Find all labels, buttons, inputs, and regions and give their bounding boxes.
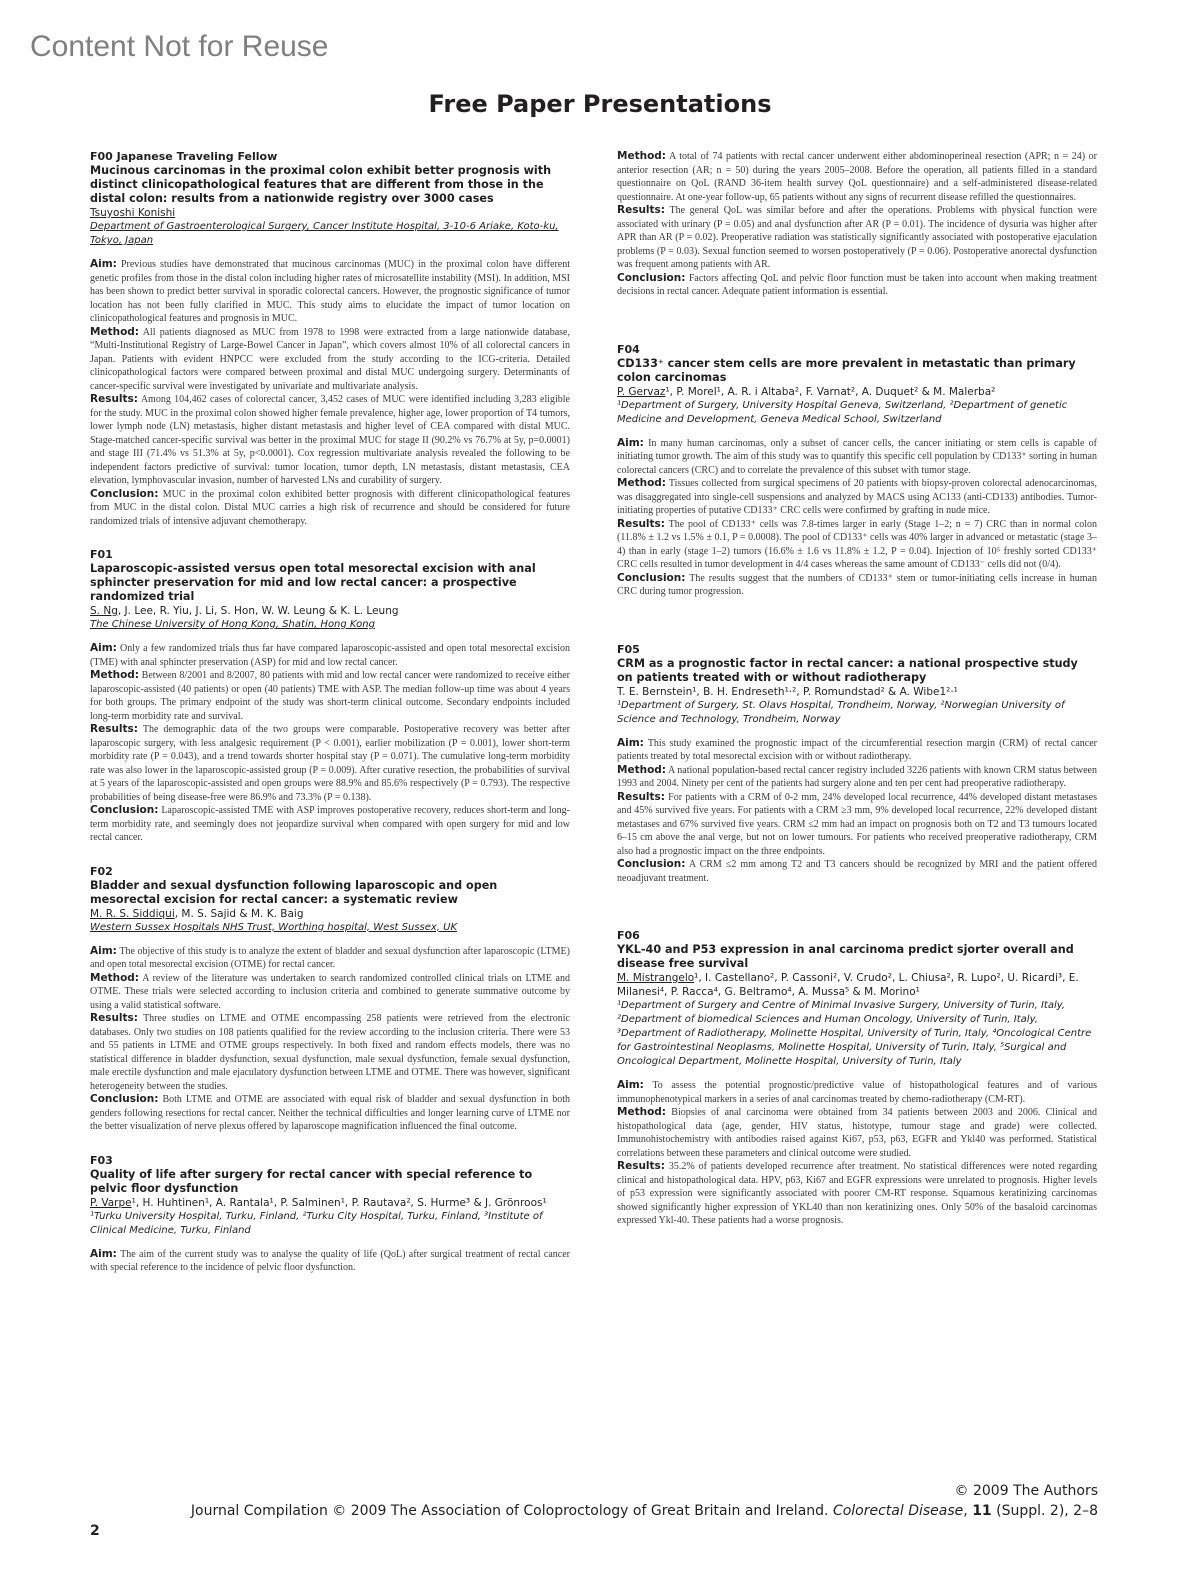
aim-paragraph (90, 642, 570, 669)
journal-suffix: (Suppl. 2), 2–8 (991, 1503, 1098, 1519)
conclusion-label: Conclusion: (617, 271, 686, 284)
affiliation-text: ¹Department of Surgery and Centre of Minimal Invasive Surgery, University of Turin, Italy, ²Department of biomedical Sciences and Human Oncology, University of Turin, Italy, ³Department of Radiotherapy, Molinette Hospital, University of Turin, Italy, ⁴Oncological Centre for Gastrointestinal Neoplasms, Molinette Hospital, University of Turin, Italy, ⁵Surgical and Oncological Department, Molinette Hospital, University of Turin, Italy (617, 1000, 1092, 1067)
affiliation-text: Western Sussex Hospitals NHS Trust, Worthing hospital, West Sussex, UK (90, 921, 458, 933)
results-paragraph (90, 723, 570, 804)
method-text: A national population-based rectal cancer registry included 3226 patients with known CRM status between 1993 and 2004. Ninety per cent of the patients had surgery alone and ten per cent had preoperative radiotherapy. (617, 764, 1097, 789)
abstract-f03-continued (617, 150, 1097, 299)
aim-text: The aim of the current study was to analyse the quality of life (QoL) after surgical treatment of rectal cancer with special reference to the incidence of pelvic floor dysfunction. (90, 1248, 570, 1273)
abstract-f06 (617, 929, 1097, 1228)
results-label: Results: (617, 790, 665, 803)
page-number: 2 (90, 1523, 100, 1539)
abstract-title: Laparoscopic-assisted versus open total mesorectal excision with anal sphincter preservation for mid and low rectal cancer: a prospective randomized trial (90, 562, 536, 603)
copyright-line: © 2009 The Authors (954, 1483, 1098, 1499)
method-label: Method: (90, 669, 139, 681)
method-paragraph (90, 326, 570, 394)
method-label: Method: (90, 971, 139, 984)
method-label: Method: (617, 763, 666, 776)
results-paragraph (617, 204, 1097, 272)
results-paragraph (617, 791, 1097, 859)
co-authors: ¹, H. Huhtinen¹, A. Rantala¹, P. Salminen¹, P. Rautava², S. Hurme³ & J. Grönroos¹ (131, 1196, 547, 1209)
abstract-f01 (90, 548, 570, 845)
abstract-id: F00 Japanese Traveling Fellow (90, 150, 278, 163)
results-label: Results: (617, 1160, 665, 1172)
abstract-id: F02 (90, 864, 113, 878)
affiliation-text: Department of Gastroenterological Surgery, Cancer Institute Hospital, 3-10-6 Ariake, Koto-ku, Tokyo, Japan (90, 221, 559, 246)
journal-citation: Journal Compilation © 2009 The Association of Coloproctology of Great Britain and Ireland. Colorectal Disease, 11 (Suppl. 2), 2–8 (190, 1503, 1098, 1519)
presenting-author: P. Gervaz (617, 385, 666, 398)
method-text: All patients diagnosed as MUC from 1978 to 1998 were extracted from a large nationwide database, “Multi-Institutional Registry of Large-Bowel Cancer in Japan”, which covers almost 10% of all colorectal cancers in Japan. Patients with evident HNPCC were excluded from the study according to the ICG-criteria. Detailed clinicopathological factors were compared between proximal and distal MUC undergoing surgery. Determinants of cancer-specific survival were investigated by univariate and multivariate analysis. (90, 326, 570, 392)
method-text: Between 8/2001 and 8/2007, 80 patients with mid and low rectal cancer were randomized to receive either laparoscopic-assisted (40 patients) or open (40 patients) TME with ASP. The median follow-up time was about 4 years for both groups. The primary endpoint of the study was short-term clinical outcome. Secondary endpoints included long-term morbidity rate and survival. (90, 670, 570, 722)
abstract-title: Quality of life after surgery for rectal cancer with special reference to pelvic floor dysfunction (90, 1167, 533, 1195)
co-authors: ¹, P. Morel¹, A. R. i Altaba², F. Varnat², A. Duquet² & M. Malerba² (665, 385, 996, 398)
conclusion-label: Conclusion: (617, 571, 686, 584)
results-text: For patients with a CRM of 0-2 mm, 24% developed local recurrence, 44% developed distant metastases and 45% survived five years. For patients with a CRM ≥3 mm, 9% developed local recurrence, 22% developed distant metastases and 67% survived five years. CRM ≤2 mm had an impact on prognosis both on T2 and T3 tumours located 6–15 cm above the anal verge, but not on lower tumours. For patients who received preoperative radiotherapy, CRM also had a prognostic impact on the three endpoints. (617, 791, 1097, 857)
method-paragraph (617, 764, 1097, 791)
method-label: Method: (617, 1106, 666, 1118)
right-column (617, 150, 1097, 1248)
conclusion-text: Factors affecting QoL and pelvic floor function must be taken into account when making treatment decisions in rectal cancer. Adequate patient information is essential. (617, 272, 1097, 297)
abstract-f05 (617, 643, 1097, 886)
abstract-affiliation (617, 399, 1097, 427)
affiliation-text: The Chinese University of Hong Kong, Shatin, Hong Kong (90, 619, 375, 630)
conclusion-paragraph (617, 272, 1097, 299)
results-paragraph (617, 1160, 1097, 1228)
conclusion-paragraph (617, 572, 1097, 599)
method-label: Method: (90, 325, 139, 338)
results-label: Results: (90, 1012, 138, 1024)
journal-volume: 11 (972, 1503, 992, 1519)
aim-text: The objective of this study is to analyze the extent of bladder and sexual dysfunction after laparoscopic (LTME) and open total mesorectal excision (OTME) for rectal cancer. (90, 945, 570, 970)
method-paragraph (90, 669, 570, 723)
presenting-author: S. Ng (90, 605, 118, 617)
abstract-id: F01 (90, 548, 113, 561)
abstract-authors (617, 385, 1097, 399)
abstract-f03 (90, 1154, 570, 1275)
presenting-author: Tsuyoshi Konishi (90, 207, 176, 219)
affiliation-text: ¹Turku University Hospital, Turku, Finland, ²Turku City Hospital, Turku, Finland, ³Institute of Clinical Medicine, Turku, Finland (90, 1210, 543, 1236)
co-authors: ¹, I. Castellano², P. Cassoni², V. Crudo², L. Chiusa², R. Lupo², U. Ricardi³, E. Milanesi⁴, P. Racca⁴, G. Beltramo⁴, A. Mussa⁵ & M. Morino¹ (617, 972, 1079, 998)
aim-label: Aim: (90, 944, 117, 957)
results-label: Results: (90, 393, 138, 405)
co-authors: , J. Lee, R. Yiu, J. Li, S. Hon, W. W. Leung & K. L. Leung (117, 605, 399, 617)
aim-text: In many human carcinomas, only a subset of cancer cells, the cancer initiating or stem cells is capable of initiating tumor growth. The aim of this study was to quantify this specific cell population by CD133⁺ sorting in human colorectal cancers (CRC) and to correlate the prevalence of this subset with tumor stage. (617, 437, 1097, 476)
results-text: The pool of CD133⁺ cells was 7.8-times larger in early (Stage 1–2; n = 7) CRC than in normal colon (11.8% ± 1.2 vs 1.5% ± 0.1, P = 0.0008). The pool of CD133⁺ cells was 40% larger in advanced or metastatic (stage 3–4) than in early (stage 1–2) tumors (16.6% ± 1.6 vs 11.8% ± 1.2, P = 0.04). Injection of 10⁵ freshly sorted CD133⁺ CRC cells resulted in tumor development in 4/4 cases whereas the same amount of CD133⁻ cells did not (0/4). (617, 518, 1098, 570)
aim-label: Aim: (617, 436, 644, 449)
method-label: Method: (617, 477, 666, 489)
presenting-author: M. R. S. Siddiqui (90, 907, 175, 920)
method-text: Biopsies of anal carcinoma were obtained from 34 patients between 2003 and 2006. Clinical and histopathological data (age, gender, HIV status, histotype, tumour stage and grade) were collected. Immunohistochemistry with antibodies raised against Ki67, p53, p63, EGFR and Ykl40 was performed. Statistical correlations between these parameters and clinical outcome were studied. (617, 1107, 1097, 1159)
aim-text: To assess the potential prognostic/predictive value of histopathological features and of various immunophenotypical markers in a series of anal carcinomas treated by chemo-radiotherapy (CM-RT). (617, 1080, 1097, 1105)
abstract-title: Bladder and sexual dysfunction following laparoscopic and open mesorectal excision for rectal cancer: a systematic review (90, 878, 498, 906)
abstract-authors (90, 907, 570, 921)
aim-label: Aim: (90, 642, 117, 654)
aim-paragraph (617, 1079, 1097, 1106)
abstract-id: F03 (90, 1153, 113, 1167)
results-text: 35.2% of patients developed recurrence after treatment. No statistical differences were noted regarding clinical and histopathological data. HPV, p63, Ki67 and EGFR expressions were unrelated to prognosis. Higher levels of p53 expression were significantly associated with poorer CM-RT response. Squamous keratinizing carcinomas showed significantly higher expression of YKL40 than non keratinizing ones. Only 50% of the basaloid carcinomas expressed Ykl-40. These patients had a worse prognosis. (617, 1161, 1097, 1226)
abstract-id: F04 (617, 342, 640, 356)
aim-text: This study examined the prognostic impact of the circumferential resection margin (CRM) of rectal cancer patients treated by total mesorectal excision with or without radiotherapy. (617, 737, 1097, 762)
conclusion-paragraph (90, 488, 570, 529)
abstract-id: F05 (617, 642, 640, 656)
method-paragraph (617, 477, 1097, 518)
abstract-affiliation (90, 220, 570, 248)
method-text: Tissues collected from surgical specimens of 20 patients with biopsy-proven colorectal adenocarcinomas, was disaggregated into single-cell suspensions and analyzed by MACS using AC133 (anti-CD133) antibodies. Tumor-initiating properties of putative CD133⁺ CRC cells were confirmed by grafting in nude mice. (617, 478, 1097, 516)
results-label: Results: (90, 723, 138, 735)
aim-label: Aim: (90, 258, 117, 270)
abstract-authors (90, 206, 570, 220)
method-paragraph (90, 972, 570, 1013)
abstract-authors: T. E. Bernstein¹, B. H. Endreseth¹·², P. Romundstad² & A. Wibe1²·¹ (617, 685, 958, 698)
conclusion-paragraph (90, 804, 570, 845)
method-text: A total of 74 patients with rectal cancer underwent either abdominoperineal resection (APR; n = 24) or anterior resection (AR; n = 50) during the years 2005–2008. Before the operation, all patients filled in a standard questionnaire on QoL (RAND 36-item health survey QoL questionnaire) and a self-administered disease-related questionnaire. At one-year follow-up, 65 patients without any signs of recurrent disease refilled the questionnaires. (617, 151, 1097, 203)
journal-footer (191, 1481, 1098, 1521)
method-paragraph (617, 150, 1097, 204)
abstract-affiliation (617, 699, 1097, 727)
results-text: The demographic data of the two groups were comparable. Postoperative recovery was better after laparoscopic surgery, with less analgesic requirement (P < 0.001), earlier mobilization (P = 0.001), lower short-term morbidity rate (P = 0.043), and a trend towards shorter hospital stay (P = 0.071). The cumulative long-term morbidity rate was also lower in the laparoscopic-assisted group (P = 0.009). After curative resection, the probabilities of survival at 5 years of the laparoscopic-assisted and open groups were 88.9% and 85.6% respectively (P = 0.793). The respective probabilities of being disease-free were 86.9% and 73.3% (P = 0.138). (90, 724, 570, 803)
conclusion-label: Conclusion: (617, 858, 686, 870)
method-label: Method: (617, 150, 666, 162)
watermark: Content Not for Reuse (30, 30, 329, 63)
results-text: Three studies on LTME and OTME encompassing 258 patients were retrieved from the electronic databases. Only two studies on 108 patients qualified for the review according to the inclusion criteria. There were 53 and 55 patients in LTME and OTME groups respectively. In both fixed and random effects models, there was no statistical difference in bladder dysfunction, sexual dysfunction, male sexual dysfunction, female sexual dysfunction, male erectile dysfunction and male ejaculatory dysfunction between LTME and OTME. There was however, significant heterogeneity between the studies. (90, 1013, 570, 1092)
abstract-id: F06 (617, 929, 640, 942)
results-text: Among 104,462 cases of colorectal cancer, 3,452 cases of MUC were identified including 3,283 eligible for the study. MUC in the proximal colon showed higher female prevalence, higher age, lower proportion of T4 tumors, lower lymph node (LN) metastasis, higher distant metastasis and higher level of CEA compared with distal MUC. Stage-matched cancer-specific survival was better in the proximal MUC for stage II (90.2% vs 76.7% at 5y, p=0.0001) and stage III (71.4% vs 51.3% at 5y, p<0.0001). Cox regression multivariate analysis revealed the following to be independent factors predictive of survival: tumor location, tumor depth, LN metastasis, distant metastasis, CEA elevation, lymphovascular invasion, number of harvested LNs and curability of surgery. (90, 394, 570, 486)
conclusion-label: Conclusion: (90, 487, 159, 500)
results-label: Results: (617, 517, 665, 530)
conclusion-paragraph (90, 1093, 570, 1134)
aim-label: Aim: (90, 1247, 117, 1260)
conclusion-paragraph (617, 858, 1097, 885)
conclusion-label: Conclusion: (90, 1093, 159, 1105)
conclusion-text: MUC in the proximal colon exhibited better prognosis with different clinicopathological features from MUC in the distal colon. Distal MUC carries a high risk of recurrence and should be considered for future randomized trials of intensive adjuvant chemotherapy. (90, 488, 570, 527)
abstract-authors (90, 1196, 570, 1210)
presenting-author: P. Varpe (90, 1196, 132, 1209)
left-column (90, 150, 570, 1295)
abstract-title: Mucinous carcinomas in the proximal colon exhibit better prognosis with distinct clinicopathological features that are different from those in the distal colon: results from a nationwide registry over 3000 cases (90, 164, 552, 205)
aim-paragraph (617, 437, 1097, 478)
conclusion-text: Both LTME and OTME are associated with equal risk of bladder and sexual dysfunction in both genders following resections for rectal cancer. Neither the technical difficulties and longer learning curve of LTME nor the better visualization of nerve plexus offered by laparoscope magnification influenced the final outcome. (90, 1094, 570, 1132)
conclusion-label: Conclusion: (90, 804, 159, 816)
presenting-author: M. Mistrangelo (617, 972, 695, 984)
aim-text: Only a few randomized trials thus far have compared laparoscopic-assisted and open total mesorectal excision (TME) with anal sphincter preservation (ASP) for mid and low rectal cancer. (90, 643, 571, 668)
journal-prefix: Journal Compilation © 2009 The Association of Coloproctology of Great Britain and Ireland. (190, 1503, 833, 1519)
abstract-authors (617, 971, 1097, 999)
abstract-f00 (90, 150, 570, 528)
affiliation-text: ¹Department of Surgery, St. Olavs Hospital, Trondheim, Norway, ²Norwegian University of Science and Technology, Trondheim, Norway (617, 699, 1065, 725)
aim-paragraph (617, 737, 1097, 764)
co-authors: , M. S. Sajid & M. K. Baig (174, 907, 304, 920)
method-text: A review of the literature was undertaken to search randomized controlled clinical trials on LTME and OTME. These trials were selected according to inclusion criteria and combined to generate summative outcome by using a valid statistical software. (90, 972, 570, 1011)
conclusion-text: A CRM ≤2 mm among T2 and T3 cancers should be recognized by MRI and the patient offered neoadjuvant treatment. (617, 859, 1097, 884)
abstract-f02 (90, 865, 570, 1134)
aim-paragraph (90, 258, 570, 326)
abstract-affiliation (617, 999, 1097, 1069)
results-paragraph (90, 393, 570, 488)
aim-label: Aim: (617, 1079, 644, 1091)
abstract-affiliation (90, 921, 570, 935)
results-text: The general QoL was similar before and after the operations. Problems with physical function were associated with urinary (P = 0.05) and anal dysfunction after AR (P = 0.01). The incidence of dysuria was higher after APR than AR (P = 0.02). Preoperative radiation was statistically significantly associated with postoperative ejaculation problems (P = 0.03). Sexual function seemed to worsen postoperatively (P = 0.06). Postoperative anorectal dysfunction was frequent among patients with AR. (617, 205, 1097, 270)
abstract-authors (90, 604, 570, 618)
abstract-title: CRM as a prognostic factor in rectal cancer: a national prospective study on patients treated with or without radiotherapy (617, 656, 1078, 684)
abstract-affiliation (90, 1210, 570, 1238)
conclusion-text: The results suggest that the numbers of CD133⁺ stem or tumor-initiating cells increase in human CRC during tumor progression. (617, 572, 1097, 597)
page-title: Free Paper Presentations (428, 90, 772, 118)
journal-name: Colorectal Disease (832, 1503, 964, 1519)
results-label: Results: (617, 204, 665, 216)
aim-text: Previous studies have demonstrated that mucinous carcinomas (MUC) in the proximal colon have different genetic profiles from those in the distal colon including higher rates of microsatellite instability (MSI). In addition, MSI has been shown to predict better survival in sporadic colorectal cancers. However, the prognostic significance of tumor location has not been fully clarified in MUC. This study aims to elucidate the impact of tumor location on clinicopathological features and prognosis in MUC. (90, 259, 570, 324)
abstract-f04 (617, 343, 1097, 599)
aim-paragraph (90, 945, 570, 972)
aim-label: Aim: (617, 736, 644, 749)
results-paragraph (90, 1012, 570, 1093)
method-paragraph (617, 1106, 1097, 1160)
affiliation-text: ¹Department of Surgery, University Hospital Geneva, Switzerland, ²Department of genetic Medicine and Development, Geneva Medical School, Switzerland (617, 399, 1068, 425)
abstract-affiliation (90, 618, 570, 632)
abstract-title: CD133⁺ cancer stem cells are more prevalent in metastatic than primary colon carcinomas (617, 356, 1076, 384)
abstract-title: YKL-40 and P53 expression in anal carcinoma predict sjorter overall and disease free survival (617, 943, 1074, 970)
results-paragraph (617, 518, 1097, 572)
conclusion-text: Laparoscopic-assisted TME with ASP improves postoperative recovery, reduces short-term and long-term morbidity rate, and seemingly does not jeopardize survival when compared with open surgery for mid and low rectal cancer. (90, 805, 571, 843)
aim-paragraph (90, 1248, 570, 1275)
